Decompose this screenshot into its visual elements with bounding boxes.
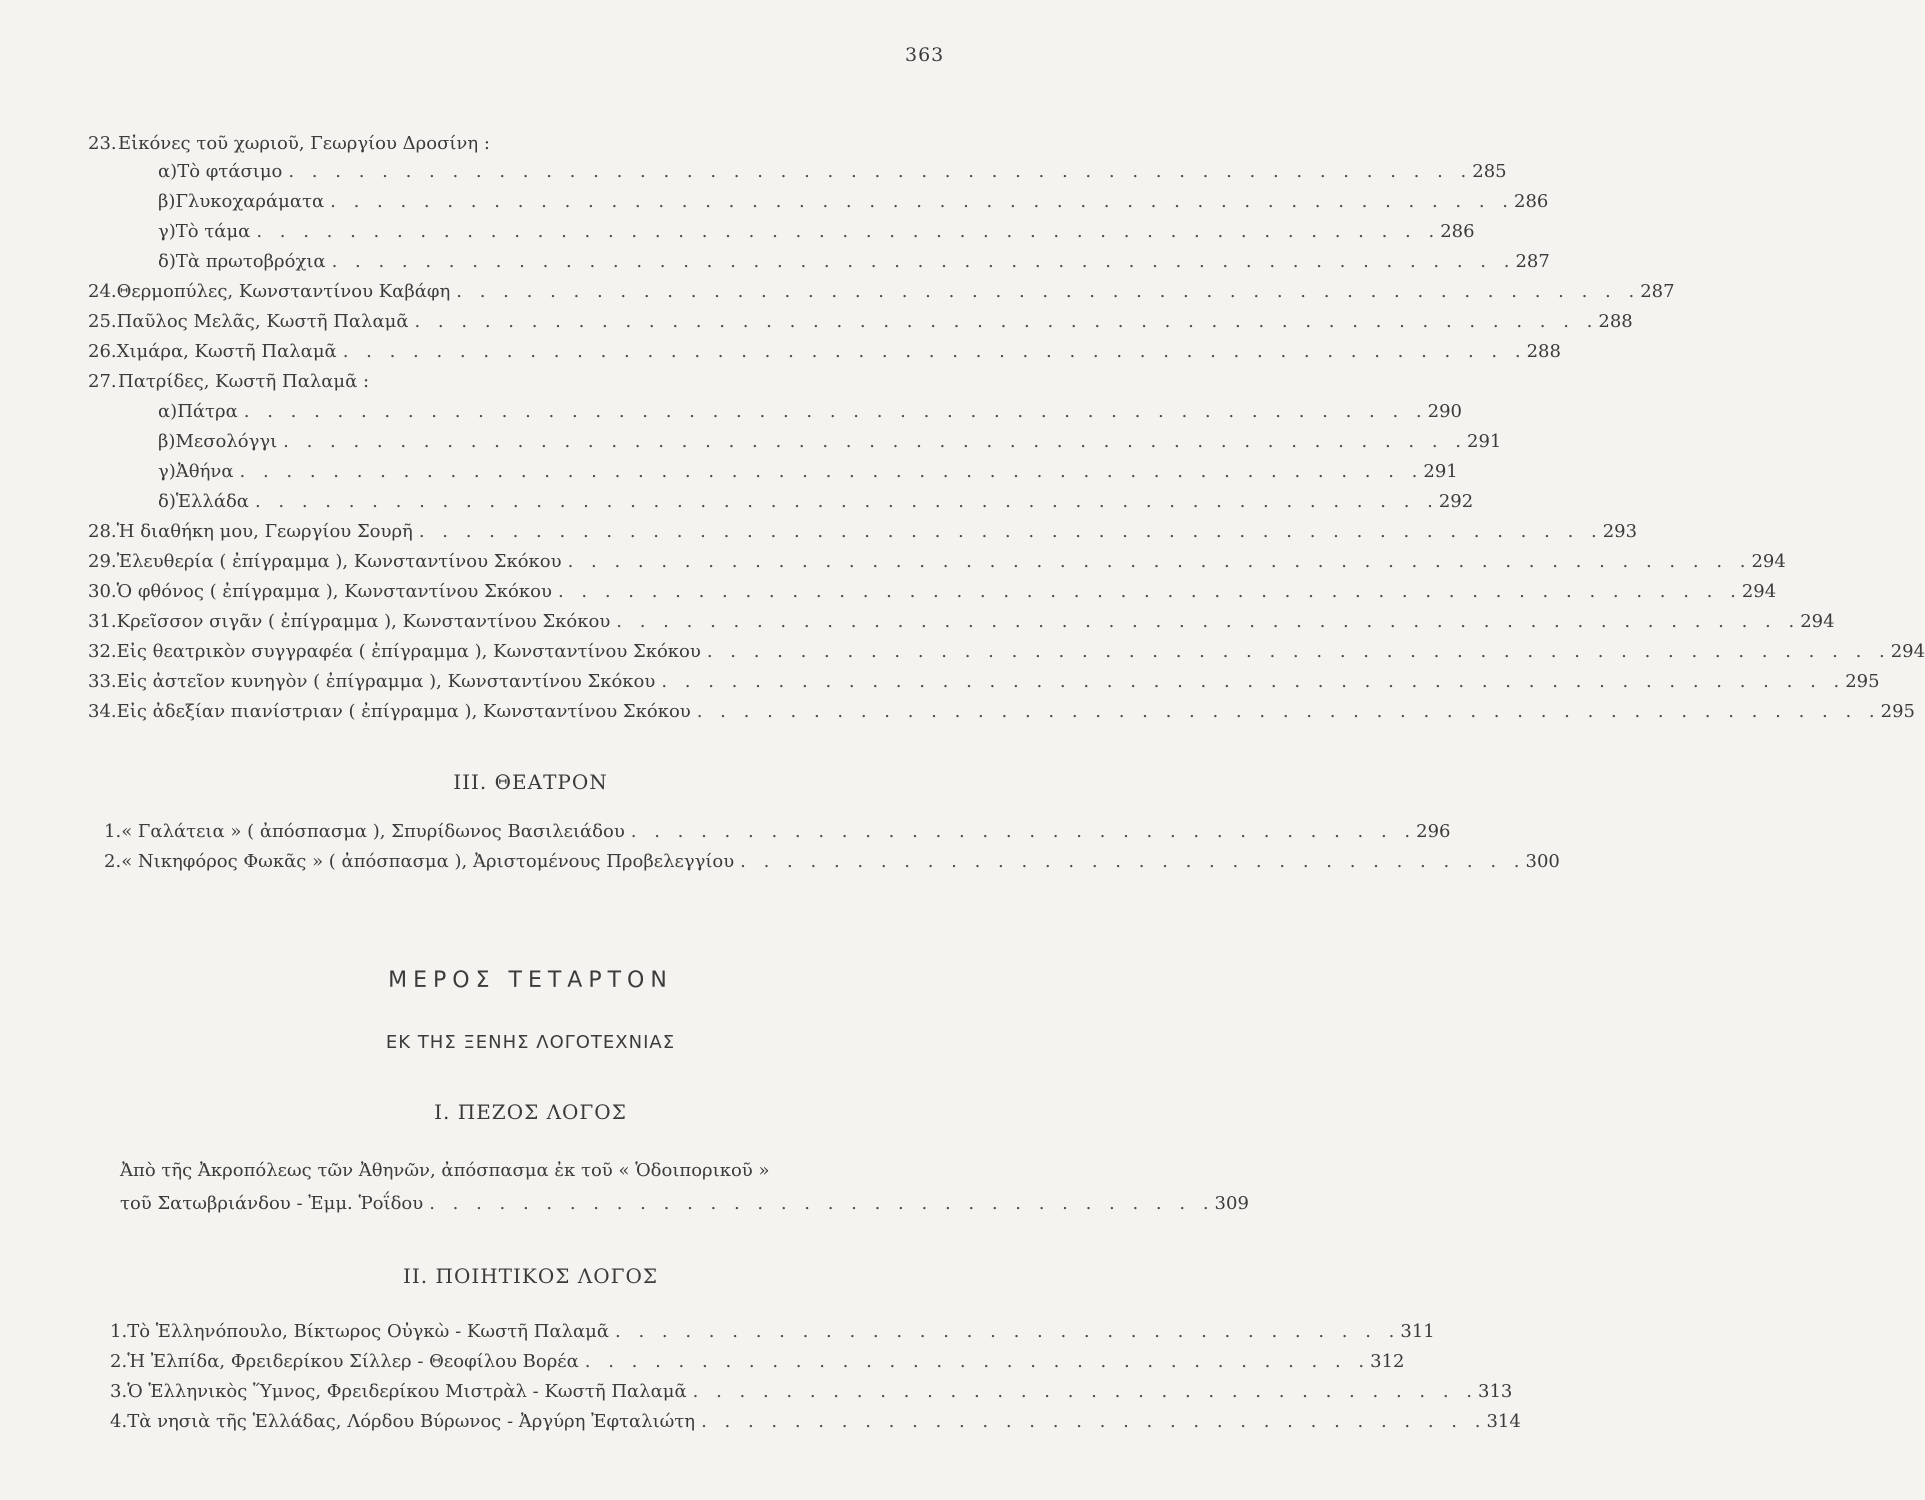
entry-number: 23. [88, 133, 117, 154]
part-subtitle: ΕΚ ΤΗΣ ΞΕΝΗΣ ΛΟΓΟΤΕΧΝΙΑΣ [385, 1032, 676, 1053]
entry-title: Γλυκοχαράματα [175, 191, 325, 212]
leader-dots: . . . . . . . . . . . . . . . . . . . . . . . . . . . . . . . . . . . . . . . . . . . . . . . . . . . [696, 701, 1881, 722]
toc-entry [88, 278, 1675, 306]
entry-title: « Γαλάτεια » ( ἀπόσπασμα ), Σπυρίδωνος Βασιλειάδου [121, 821, 625, 842]
entry-title: Ὁ Ἑλληνικὸς Ὕμνος, Φρειδερίκου Μιστρὰλ - Κωστῆ Παλαμᾶ [127, 1381, 687, 1402]
entry-page: 288 [1598, 311, 1633, 332]
toc-entry [158, 398, 1462, 426]
toc-entry [88, 338, 1561, 366]
entry-page: 309 [1214, 1193, 1249, 1214]
leader-dots: . . . . . . . . . . . . . . . . . . . . . . . . . . . . . . . . . . [740, 851, 1526, 872]
entry-title: Θερμοπύλες, Κωνσταντίνου Καβάφη [116, 281, 451, 302]
part-title: ΜΕΡΟΣ ΤΕΤΑΡΤΟΝ [388, 968, 673, 993]
entry-number: 31. [88, 611, 117, 632]
entry-title: Τὰ νησιὰ τῆς Ἑλλάδας, Λόρδου Βύρωνος - Ἀργύρη Ἐφταλιώτη [127, 1411, 696, 1432]
toc-entry [88, 698, 1915, 726]
toc-entry [110, 1348, 1405, 1376]
entry-title: Ἐλευθερία ( ἐπίγραμμα ), Κωνσταντίνου Σκόκου [116, 551, 562, 572]
entry-page: 294 [1890, 641, 1925, 662]
entry-title: Μεσολόγγι [175, 431, 278, 452]
leader-dots: . . . . . . . . . . . . . . . . . . . . . . . . . . . . . . . . . . . . . . . . . . . . . . . . . . . [331, 251, 1516, 272]
entry-sub-letter: α) [158, 161, 178, 182]
leader-dots: . . . . . . . . . . . . . . . . . . . . . . . . . . . . . . . . . . . . . . . . . . . . . . . . . . . [256, 221, 1441, 242]
entry-sub-letter: δ) [158, 251, 176, 272]
entry-title: τοῦ Σατωβριάνδου - Ἐμμ. Ῥοΐδου [120, 1193, 424, 1214]
entry-number: 4. [110, 1411, 128, 1432]
leader-dots: . . . . . . . . . . . . . . . . . . . . . . . . . . . . . . . . . . [692, 1381, 1478, 1402]
entry-page: 288 [1526, 341, 1561, 362]
entry-number: 28. [88, 521, 117, 542]
entry-title: Τὰ πρωτοβρόχια [175, 251, 326, 272]
leader-dots: . . . . . . . . . . . . . . . . . . . . . . . . . . . . . . . . . . . . . . . . . . . . . . . . . . . [330, 191, 1515, 212]
entry-title: Εἰκόνες τοῦ χωριοῦ, Γεωργίου Δροσίνη : [118, 133, 490, 154]
entry-title: Εἰς ἀστεῖον κυνηγὸν ( ἐπίγραμμα ), Κωνσταντίνου Σκόκου [116, 671, 656, 692]
entry-page: 287 [1515, 251, 1550, 272]
section-heading-prose: I. ΠΕΖΟΣ ΛΟΓΟΣ [434, 1100, 627, 1124]
entry-number: 3. [110, 1381, 128, 1402]
entry-title: Εἰς θεατρικὸν συγγραφέα ( ἐπίγραμμα ), Κωνσταντίνου Σκόκου [116, 641, 701, 662]
entry-title: Χιμάρα, Κωστῆ Παλαμᾶ [116, 341, 337, 362]
leader-dots: . . . . . . . . . . . . . . . . . . . . . . . . . . . . . . . . . . . . . . . . . . . . . . . . . . . [288, 161, 1473, 182]
toc-entry [158, 218, 1475, 246]
entry-page: 286 [1440, 221, 1475, 242]
entry-page: 294 [1751, 551, 1786, 572]
leader-dots: . . . . . . . . . . . . . . . . . . . . . . . . . . . . . . . . . . . . . . . . . . . . . . . . . . . [254, 491, 1439, 512]
entry-number: 1. [104, 821, 122, 842]
entry-page: 286 [1514, 191, 1549, 212]
entry-page: 311 [1400, 1321, 1435, 1342]
toc-entry [110, 1318, 1435, 1346]
toc-entry [88, 518, 1638, 546]
leader-dots: . . . . . . . . . . . . . . . . . . . . . . . . . . . . . . . . . . . . . . . . . . . . . . . . . . . [706, 641, 1891, 662]
entry-number: 2. [110, 1351, 128, 1372]
toc-entry [88, 308, 1633, 336]
toc-entry [158, 188, 1549, 216]
entry-title: Πατρίδες, Κωστῆ Παλαμᾶ : [118, 371, 370, 392]
leader-dots: . . . . . . . . . . . . . . . . . . . . . . . . . . . . . . . . . . [701, 1411, 1487, 1432]
toc-entry [104, 848, 1560, 876]
entry-title: Ἡ Ἐλπίδα, Φρειδερίκου Σίλλερ - Θεοφίλου Βορέα [127, 1351, 579, 1372]
section-heading-poetry: II. ΠΟΙΗΤΙΚΟΣ ΛΟΓΟΣ [402, 1264, 659, 1288]
entry-title: Ἡ διαθήκη μου, Γεωργίου Σουρῆ [116, 521, 413, 542]
entry-sub-letter: β) [158, 431, 176, 452]
toc-entry [158, 158, 1507, 186]
leader-dots: . . . . . . . . . . . . . . . . . . . . . . . . . . . . . . . . . . . . . . . . . . . . . . . . . . . [418, 521, 1603, 542]
toc-entry [110, 1378, 1513, 1406]
entry-page: 292 [1438, 491, 1474, 512]
leader-dots: . . . . . . . . . . . . . . . . . . . . . . . . . . . . . . . . . . [615, 1321, 1401, 1342]
entry-number: 26. [88, 341, 117, 362]
entry-title: Παῦλος Μελᾶς, Κωστῆ Παλαμᾶ [116, 311, 409, 332]
toc-entry [88, 130, 958, 158]
entry-page: 296 [1416, 821, 1451, 842]
entry-number: 34. [88, 701, 117, 722]
entry-page: 314 [1486, 1411, 1521, 1432]
entry-sub-letter: α) [158, 401, 178, 422]
toc-entry [120, 1190, 1249, 1218]
entry-number: 29. [88, 551, 117, 572]
leader-dots: . . . . . . . . . . . . . . . . . . . . . . . . . . . . . . . . . . . . . . . . . . . . . . . . . . . [616, 611, 1801, 632]
entry-page: 285 [1472, 161, 1507, 182]
entry-page: 290 [1427, 401, 1462, 422]
toc-entry [104, 818, 1451, 846]
entry-number: 2. [104, 851, 122, 872]
entry-page: 312 [1370, 1351, 1405, 1372]
leader-dots: . . . . . . . . . . . . . . . . . . . . . . . . . . . . . . . . . . . . . . . . . . . . . . . . . . . [557, 581, 1742, 602]
entry-number: 30. [88, 581, 117, 602]
entry-sub-letter: δ) [158, 491, 176, 512]
toc-entry [88, 548, 1786, 576]
entry-number: 33. [88, 671, 117, 692]
prose-entry-line-1: Ἀπὸ τῆς Ἀκροπόλεως τῶν Ἀθηνῶν, ἀπόσπασμα ἐκ τοῦ « Ὁδοιπορικοῦ » [120, 1160, 770, 1181]
entry-title: Πάτρα [177, 401, 238, 422]
page-number: 363 [905, 44, 945, 66]
entry-title: Ὁ φθόνος ( ἐπίγραμμα ), Κωνσταντίνου Σκόκου [116, 581, 552, 602]
leader-dots: . . . . . . . . . . . . . . . . . . . . . . . . . . . . . . . . . . . . . . . . . . . . . . . . . . . [567, 551, 1752, 572]
entry-title: Ἑλλάδα [175, 491, 249, 512]
entry-page: 287 [1640, 281, 1675, 302]
toc-entry [158, 458, 1458, 486]
entry-title: Τὸ φτάσιμο [177, 161, 283, 182]
leader-dots: . . . . . . . . . . . . . . . . . . . . . . . . . . . . . . . . . . . . . . . . . . . . . . . . . . . [342, 341, 1527, 362]
leader-dots: . . . . . . . . . . . . . . . . . . . . . . . . . . . . . . . . . . [429, 1193, 1215, 1214]
entry-page: 295 [1880, 701, 1915, 722]
entry-number: 25. [88, 311, 117, 332]
leader-dots: . . . . . . . . . . . . . . . . . . . . . . . . . . . . . . . . . . . . . . . . . . . . . . . . . . . [456, 281, 1641, 302]
entry-page: 291 [1467, 431, 1502, 452]
entry-title: Κρεῖσσον σιγᾶν ( ἐπίγραμμα ), Κωνσταντίνου Σκόκου [116, 611, 611, 632]
entry-title: Τὸ Ἑλληνόπουλο, Βίκτωρος Οὐγκὼ - Κωστῆ Παλαμᾶ [127, 1321, 610, 1342]
toc-entry [88, 578, 1777, 606]
entry-title: Ἀθήνα [175, 461, 234, 482]
leader-dots: . . . . . . . . . . . . . . . . . . . . . . . . . . . . . . . . . . . . . . . . . . . . . . . . . . . [243, 401, 1428, 422]
entry-page: 293 [1602, 521, 1638, 542]
entry-sub-letter: β) [158, 191, 176, 212]
leader-dots: . . . . . . . . . . . . . . . . . . . . . . . . . . . . . . . . . . [630, 821, 1417, 842]
leader-dots: . . . . . . . . . . . . . . . . . . . . . . . . . . . . . . . . . . . . . . . . . . . . . . . . . . . [239, 461, 1424, 482]
toc-entry [88, 368, 958, 396]
entry-page: 300 [1525, 851, 1560, 872]
toc-entry [110, 1408, 1521, 1436]
toc-entry [158, 488, 1474, 516]
entry-page: 313 [1478, 1381, 1513, 1402]
entry-sub-letter: γ) [158, 461, 176, 482]
leader-dots: . . . . . . . . . . . . . . . . . . . . . . . . . . . . . . . . . . . . . . . . . . . . . . . . . . . [661, 671, 1846, 692]
entry-page: 295 [1845, 671, 1880, 692]
entry-title: Τὸ τάμα [175, 221, 251, 242]
entry-page: 294 [1800, 611, 1835, 632]
entry-number: 1. [110, 1321, 128, 1342]
toc-entry [88, 668, 1880, 696]
toc-entry [158, 248, 1550, 276]
leader-dots: . . . . . . . . . . . . . . . . . . . . . . . . . . . . . . . . . . [584, 1351, 1371, 1372]
entry-number: 32. [88, 641, 117, 662]
entry-number: 24. [88, 281, 117, 302]
section-heading-theatre: III. ΘΕΑΤΡΟΝ [453, 770, 608, 794]
entry-page: 294 [1741, 581, 1777, 602]
entry-title: Εἰς ἀδεξίαν πιανίστριαν ( ἐπίγραμμα ), Κωνσταντίνου Σκόκου [116, 701, 691, 722]
toc-entry [88, 608, 1835, 636]
entry-title: « Νικηφόρος Φωκᾶς » ( ἀπόσπασμα ), Ἀριστομένους Προβελεγγίου [121, 851, 735, 872]
toc-entry [88, 638, 1925, 666]
entry-number: 27. [88, 371, 117, 392]
entry-page: 291 [1423, 461, 1458, 482]
leader-dots: . . . . . . . . . . . . . . . . . . . . . . . . . . . . . . . . . . . . . . . . . . . . . . . . . . . [414, 311, 1599, 332]
leader-dots: . . . . . . . . . . . . . . . . . . . . . . . . . . . . . . . . . . . . . . . . . . . . . . . . . . . [283, 431, 1468, 452]
toc-entry [158, 428, 1502, 456]
entry-sub-letter: γ) [158, 221, 176, 242]
